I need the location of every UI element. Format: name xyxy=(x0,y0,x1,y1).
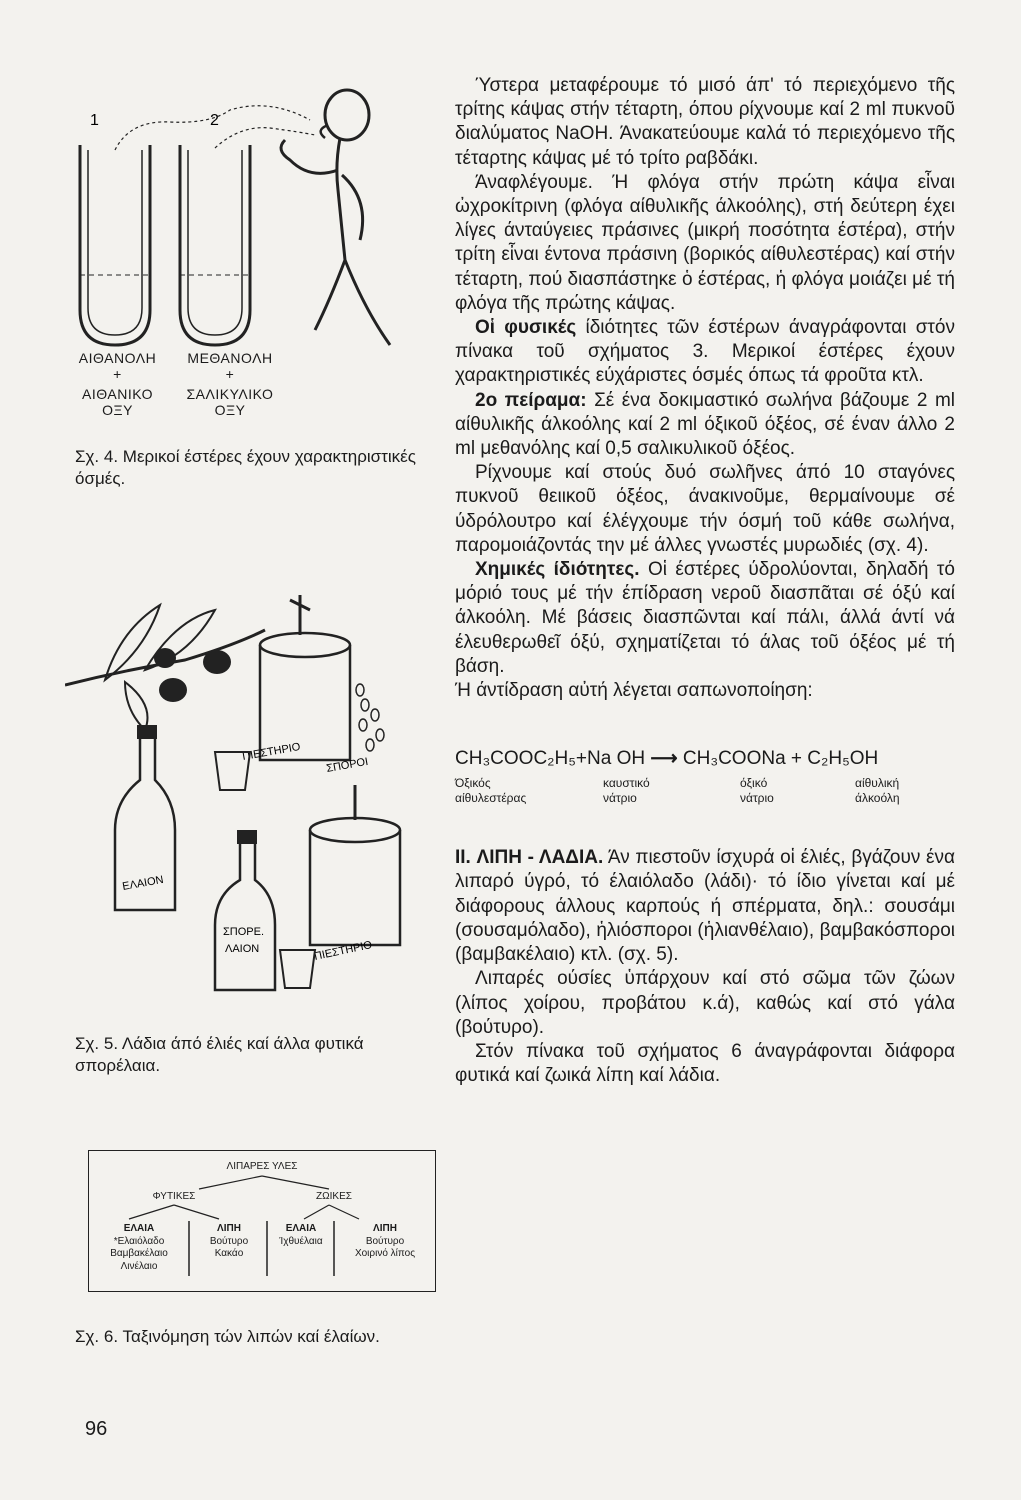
fig6-plant-oil-0: *Ελαιόλαδο xyxy=(113,1235,165,1247)
paragraph-9: Λιπαρές ούσίες ὑπάρχουν καί στό σῶμα τῶν ζώων (λίπος χοίρου, προβάτου κ.ά), καθώς καί στό γάλα (βούτυρο). xyxy=(455,968,955,1038)
smelling-person-head xyxy=(325,90,369,140)
paragraph-8-body: Άν πιεστοῦν ίσχυρά οἱ έλιές, βγάζουν ένα λιπαρό ύγρό, τό έλαιόλαδο (λάδι)· τό ίδιο γίνεται καί μέ διάφορους άλλους καρπούς ή σπέρματα, δηλ.: σουσάμι (σουσαμόλαδο), ἡλιόσποροι (ἡλιανθέλαιο), βαμβακόσποροι (βαμβακέλαιο) κτλ. (σχ. 5). xyxy=(455,847,955,966)
tube1-label-line3: ΟΞΥ xyxy=(102,402,133,418)
equation-labels xyxy=(455,776,955,816)
figure-6-caption: Σχ. 6. Ταξινόμηση τών λιπών καί έλαίων. xyxy=(75,1327,380,1346)
body-text-column xyxy=(455,74,955,1088)
tube2-plus: + xyxy=(225,366,235,382)
tube2-label-line2: ΣΑΛΙΚΥΛΙΚΟ xyxy=(186,386,274,402)
press-1 xyxy=(260,645,350,760)
paragraph-5: Ρίχνουμε καί στούς δυό σωλῆνες άπό 10 σταγόνες πυκνοῦ θειικοῦ όξέος, άνακινοῦμε, θερμαίνουμε σέ ύδρόλουτρο καί έλέγχουμε τήν όσμή τοῦ κάθε σωλήνα, παρομοιάζοντάς την μέ άλλες γνωστές μυρωδιές (σχ. 4). xyxy=(455,462,955,556)
fig6-animal: ΖΩΙΚΕΣ xyxy=(316,1191,352,1202)
paragraph-4-body: Σέ ένα δοκιμαστικό σωλήνα βάζουμε 2 ml αίθυλικῆς άλκοόλης καί 2 ml όξικοῦ όξέος, σέ έναν άλλο 2 ml μεθανόλης καί 0,5 σαλικυλικοῦ όξέος. xyxy=(455,389,955,460)
paragraph-4 xyxy=(455,389,955,462)
eq-label-acetate xyxy=(740,776,774,806)
paragraph-1: Ύστερα μεταφέρουμε τό μισό άπ' τό περιεχόμενο τῆς τρίτης κάψας στήν τέταρτη, όπου ρίχνουμε καί 2 ml πυκνοῦ διαλύματος NaOH. Άνακατεύουμε καλά τό περιεχόμενο τῆς τέταρτης κάψας μέ τό τρίτο ραβδάκι. xyxy=(455,75,955,169)
eq-label-ester-line2: αίθυλεστέρας xyxy=(455,791,527,806)
paragraph-8-lead: II. ΛΙΠΗ - ΛΑΔΙΑ. xyxy=(455,847,604,869)
press-1-label: ΠΙΕΣΤΗΡΙΟ xyxy=(241,740,302,763)
figure-4-caption: Σχ. 4. Μερικοί έστέρες έχουν χαρακτηριστικές όσμές. xyxy=(75,447,416,488)
figure-5-drawing xyxy=(65,590,445,1010)
fig6-plant-oil-2: Λινέλαιο xyxy=(120,1260,158,1272)
test-tube-1 xyxy=(80,145,150,345)
press-2-label: ΠΙΕΣΤΗΡΙΟ xyxy=(313,938,374,963)
eq-label-ethanol-line2: άλκοόλη xyxy=(855,791,900,806)
equation-right: CH₃COONa + C₂H₅OH xyxy=(682,748,879,770)
bottle-1-label: ΕΛΑΙΟΝ xyxy=(121,873,165,893)
eq-label-naoh-line2: νάτριο xyxy=(603,791,637,806)
tube1-label-line1: ΑΙΘΑΝΟΛΗ xyxy=(78,350,157,366)
figure-4 xyxy=(70,80,440,380)
fig6-plant-fat-0: Βούτυρο xyxy=(209,1235,249,1247)
test-tube-2 xyxy=(180,145,250,345)
eq-label-naoh xyxy=(603,776,650,806)
paragraph-3-lead: Οἱ φυσικές xyxy=(475,317,577,339)
eq-label-acetate-line2: νάτριο xyxy=(740,791,774,806)
eq-label-acetate-line1: όξικό xyxy=(740,776,768,791)
olive-3 xyxy=(154,648,176,668)
figure-5 xyxy=(65,590,445,1010)
tube2-label-line1: ΜΕΘΑΝΟΛΗ xyxy=(187,350,273,366)
fig6-animal-fat-1: Χοιρινό λίπος xyxy=(354,1248,416,1259)
tube1-number: 1 xyxy=(90,112,99,129)
fig6-root: ΛΙΠΑΡΕΣ ΥΛΕΣ xyxy=(226,1161,298,1172)
paragraph-6-body: Οἱ έστέρες ύδρολύονται, δηλαδή τό μόριό τους μέ τήν έπίδραση νεροῦ διασπᾶται σέ όξύ καί άλκοόλη. Μέ βάσεις διασπῶνται καί πάλι, άλλά άντί νά έλευθερωθεῖ όξύ, σχηματίζεται τό άλας τοῦ όξέος μέ τή βάση. xyxy=(455,559,955,677)
eq-label-naoh-line1: καυστικό xyxy=(603,776,650,791)
fig6-animal-fat-0: Βούτυρο xyxy=(365,1235,405,1247)
figure-4-drawing xyxy=(70,80,440,380)
olive-1 xyxy=(159,678,187,702)
eq-label-ethanol xyxy=(855,776,900,806)
paragraph-2: Άναφλέγουμε. Ή φλόγα στήν πρώτη κάψα εἶναι ὠχροκίτρινη (φλόγα αίθυλικῆς άλκοόλης), στή δεύτερη έχει λίγες άνταύγειες πράσινες (μικρή ποσότητα έστέρα), στήν τρίτη εἶναι έντονα πράσινη (βορικός αίθυλεστέρας) καί στήν τέταρτη, πού διασπάστηκε ὁ έστέρας, ἡ φλόγα μοιάζει μέ τή φλόγα τῆς πρώτης κάψας. xyxy=(455,171,955,314)
olive-2 xyxy=(203,650,231,674)
eq-label-ester-line1: Όξικός xyxy=(455,776,491,791)
paragraph-3 xyxy=(455,316,955,389)
tube1-label-line2: ΑΙΘΑΝΙΚΟ xyxy=(82,386,153,402)
fig6-animal-fats-title: ΛΙΠΗ xyxy=(373,1223,397,1234)
page-number: 96 xyxy=(85,1418,108,1440)
bottle-2-label-line1: ΣΠΟΡΕ. xyxy=(223,926,265,938)
eq-label-ethanol-line1: αίθυλική xyxy=(855,776,900,791)
paragraph-8 xyxy=(455,846,955,967)
bottle-2 xyxy=(215,840,275,990)
paragraph-6-lead: Χημικές ίδιότητες. xyxy=(475,559,640,581)
tube2-label-line3: ΟΞΥ xyxy=(214,402,246,418)
paragraph-7: Ή άντίδραση αὐτή λέγεται σαπωνοποίηση: xyxy=(455,680,813,702)
figure-5-caption: Σχ. 5. Λάδια άπό έλιές καί άλλα φυτικά σπορέλαια. xyxy=(75,1034,364,1075)
fig6-plant-oil-1: Βαμβακέλαιο xyxy=(110,1248,168,1259)
equation-left: CH₃COOC₂H₅+Na OH xyxy=(455,748,646,770)
saponification-equation xyxy=(455,747,955,770)
paragraph-3-body: ίδιότητες τῶν έστέρων άναγράφονται στόν πίνακα τοῦ σχήματος 3. Μερικοί έστέρες έχουν χαρακτηριστικές εύχάριστες όσμές όπως τά φροῦτα κτλ. xyxy=(455,317,955,387)
tube2-number: 2 xyxy=(210,112,219,129)
bottle-2-label-line2: ΛΑΙΟΝ xyxy=(225,943,260,955)
press-2 xyxy=(310,830,400,945)
seeds-label: ΣΠΟΡΟΙ xyxy=(325,755,370,775)
fig6-animal-oil-0: Ίχθυέλαια xyxy=(279,1235,323,1247)
seeds xyxy=(356,684,384,751)
paragraph-6 xyxy=(455,558,955,679)
fig6-plant: ΦΥΤΙΚΕΣ xyxy=(152,1191,196,1202)
tube1-plus: + xyxy=(113,366,122,382)
fig6-animal-oils-title: ΕΛΑΙΑ xyxy=(285,1223,317,1234)
fig6-plant-fat-1: Κακάο xyxy=(214,1248,244,1259)
eq-label-ester xyxy=(455,776,526,806)
figure-6 xyxy=(88,1150,436,1292)
paragraph-10: Στόν πίνακα τοῦ σχήματος 6 άναγράφονται διάφορα φυτικά καί ζωικά λίπη καί λάδια. xyxy=(455,1040,955,1087)
paragraph-4-lead: 2ο πείραμα: xyxy=(475,389,587,411)
fig6-plant-oils-title: ΕΛΑΙΑ xyxy=(123,1223,155,1234)
fig6-plant-fats-title: ΛΙΠΗ xyxy=(217,1223,241,1234)
equation-arrow: ⟶ xyxy=(650,748,678,770)
